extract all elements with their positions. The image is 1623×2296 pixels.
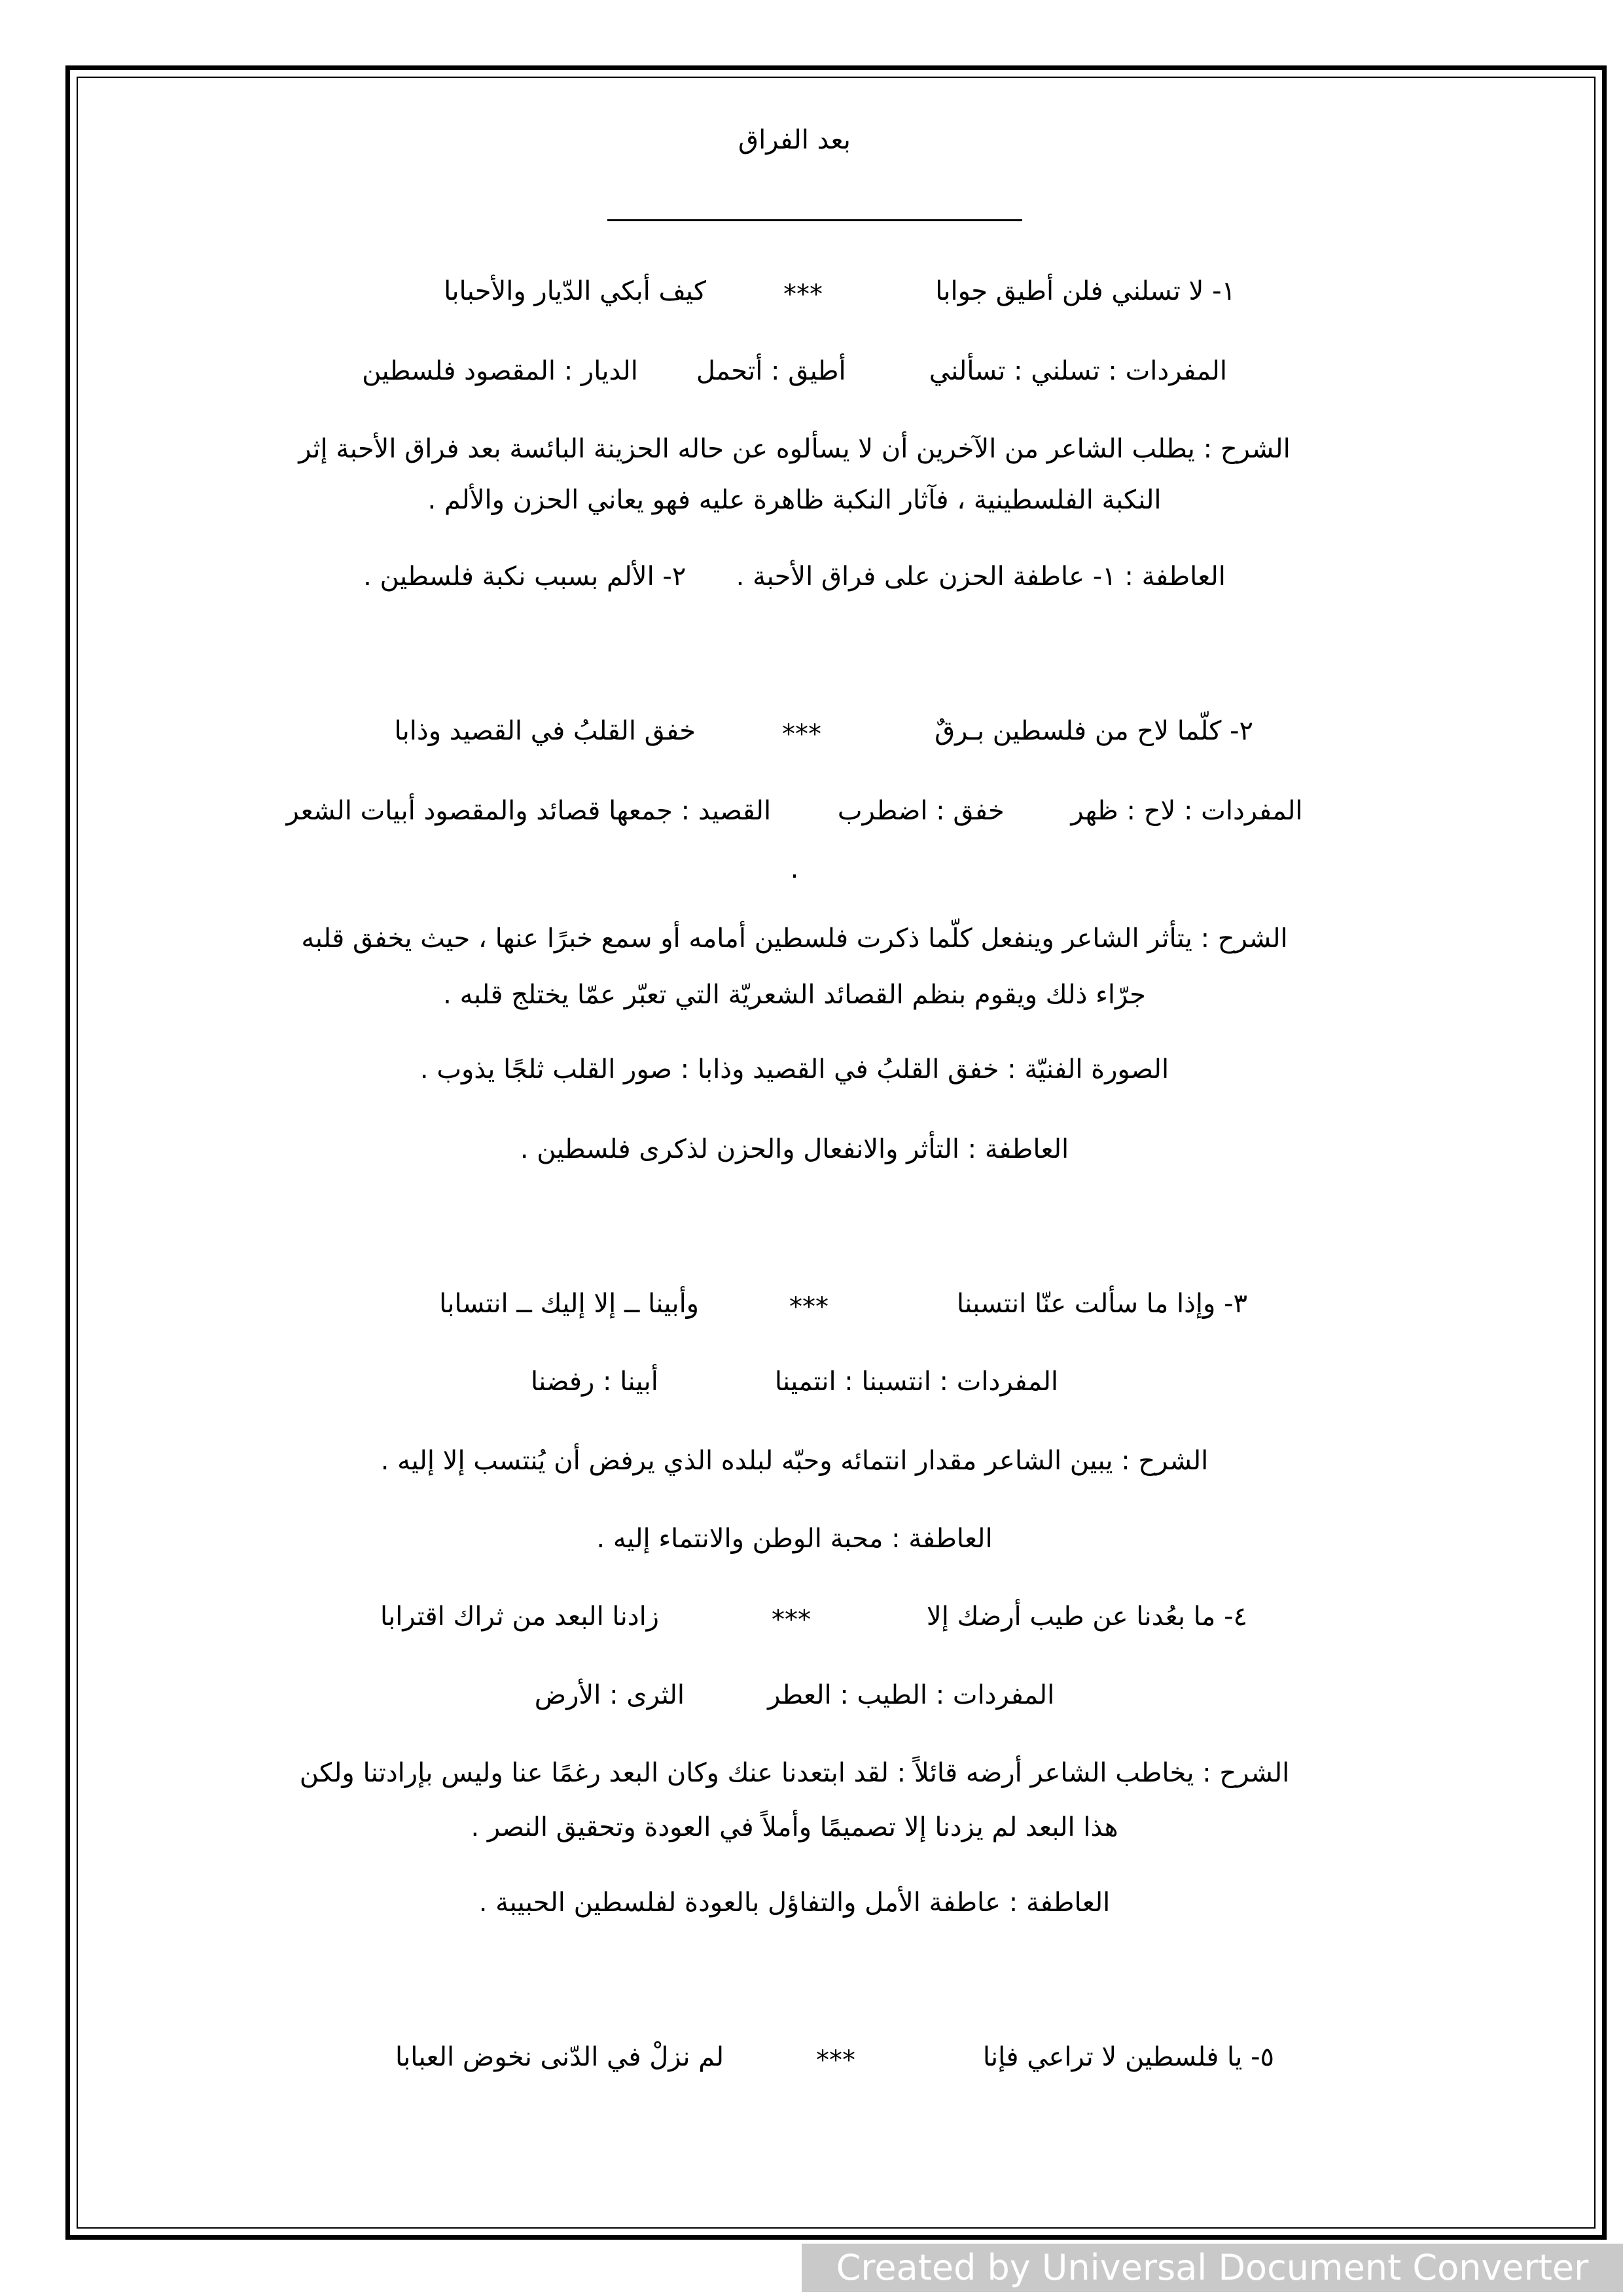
verse-3-first-hemistich: ٣- وإذا ما سألت عنّا انتسبنا <box>956 1289 1247 1319</box>
vocabulary-4: المفردات : الطيب : العطر الثرى : الأرض <box>534 1680 1055 1710</box>
document-title: بعد الفراق <box>738 125 851 155</box>
verse-1-first-hemistich: ١- لا تسلني فلن أطيق جوابا <box>935 276 1236 306</box>
emotion-3: العاطفة : محبة الوطن والانتماء إليه . <box>596 1524 993 1554</box>
verse-5-first-hemistich: ٥- يا فلسطين لا تراعي فإنا <box>982 2042 1274 2072</box>
verse-1-second-hemistich: كيف أبكي الدّيار والأحبابا <box>444 276 706 306</box>
verse-1-separator: *** <box>783 279 823 310</box>
emotion-2: العاطفة : التأثر والانفعال والحزن لذكرى فلسطين . <box>520 1134 1069 1164</box>
explanation-2-line-1: الشرح : يتأثر الشاعر وينفعل كلّما ذكرت فلسطين أمامه أو سمع خبرًا عنها ، حيث يخفق قلبه <box>301 924 1288 954</box>
converter-watermark: Created by Universal Document Converter <box>802 2244 1623 2292</box>
verse-3-second-hemistich: وأبينا ــ إلا إليك ــ انتسابا <box>439 1289 699 1319</box>
title-underline <box>607 219 1022 221</box>
verse-4-separator: *** <box>772 1605 811 1635</box>
emotion-4: العاطفة : عاطفة الأمل والتفاؤل بالعودة لفلسطين الحبيبة . <box>478 1888 1111 1918</box>
verse-2-first-hemistich: ٢- كلّما لاح من فلسطين بـرقٌ <box>935 716 1253 746</box>
explanation-1-line-2: النكبة الفلسطينية ، فآثار النكبة ظاهرة عليه فهو يعاني الحزن والألم . <box>427 485 1162 515</box>
verse-3-separator: *** <box>789 1292 829 1322</box>
explanation-3-line-1: الشرح : يبين الشاعر مقدار انتمائه وحبّه لبلده الذي يرفض أن يُنتسب إلا إليه . <box>380 1446 1209 1476</box>
verse-2-separator: *** <box>782 719 821 749</box>
explanation-4-line-2: هذا البعد لم يزدنا إلا تصميمًا وأملاً في العودة وتحقيق النصر . <box>471 1812 1118 1842</box>
explanation-2-line-2: جرّاء ذلك ويقوم بنظم القصائد الشعريّة التي تعبّر عمّا يختلج قلبه . <box>443 980 1146 1010</box>
vocabulary-3: المفردات : انتسبنا : انتمينا أبينا : رفضنا <box>530 1367 1059 1397</box>
emotion-1: العاطفة : ١- عاطفة الحزن على فراق الأحبة . ٢- الألم بسبب نكبة فلسطين . <box>363 562 1226 592</box>
vocabulary-2-dot: . <box>790 854 799 884</box>
verse-4-second-hemistich: زادنا البعد من ثراك اقترابا <box>380 1602 659 1632</box>
verse-2-second-hemistich: خفق القلبُ في القصيد وذابا <box>394 716 696 746</box>
explanation-4-line-1: الشرح : يخاطب الشاعر أرضه قائلاً : لقد ابتعدنا عنك وكان البعد رغمًا عنا وليس بإرادتنا ولكن <box>299 1758 1290 1788</box>
verse-4-first-hemistich: ٤- ما بعُدنا عن طيب أرضك إلا <box>926 1602 1247 1632</box>
verse-5-separator: *** <box>816 2045 855 2075</box>
explanation-1-line-1: الشرح : يطلب الشاعر من الآخرين أن لا يسألوه عن حاله الحزينة البائسة بعد فراق الأحبة إثر <box>298 434 1291 464</box>
vocabulary-1: المفردات : تسلني : تسألني أطيق : أتحمل الديار : المقصود فلسطين <box>362 356 1227 386</box>
artistic-image-2: الصورة الفنيّة : خفق القلبُ في القصيد وذابا : صور القلب ثلجًا يذوب . <box>419 1054 1169 1085</box>
verse-5-second-hemistich: لم نزلْ في الدّنى نخوض العبابا <box>395 2042 724 2072</box>
vocabulary-2: المفردات : لاح : ظهر خفق : اضطرب القصيد : جمعها قصائد والمقصود أبيات الشعر <box>286 796 1303 826</box>
